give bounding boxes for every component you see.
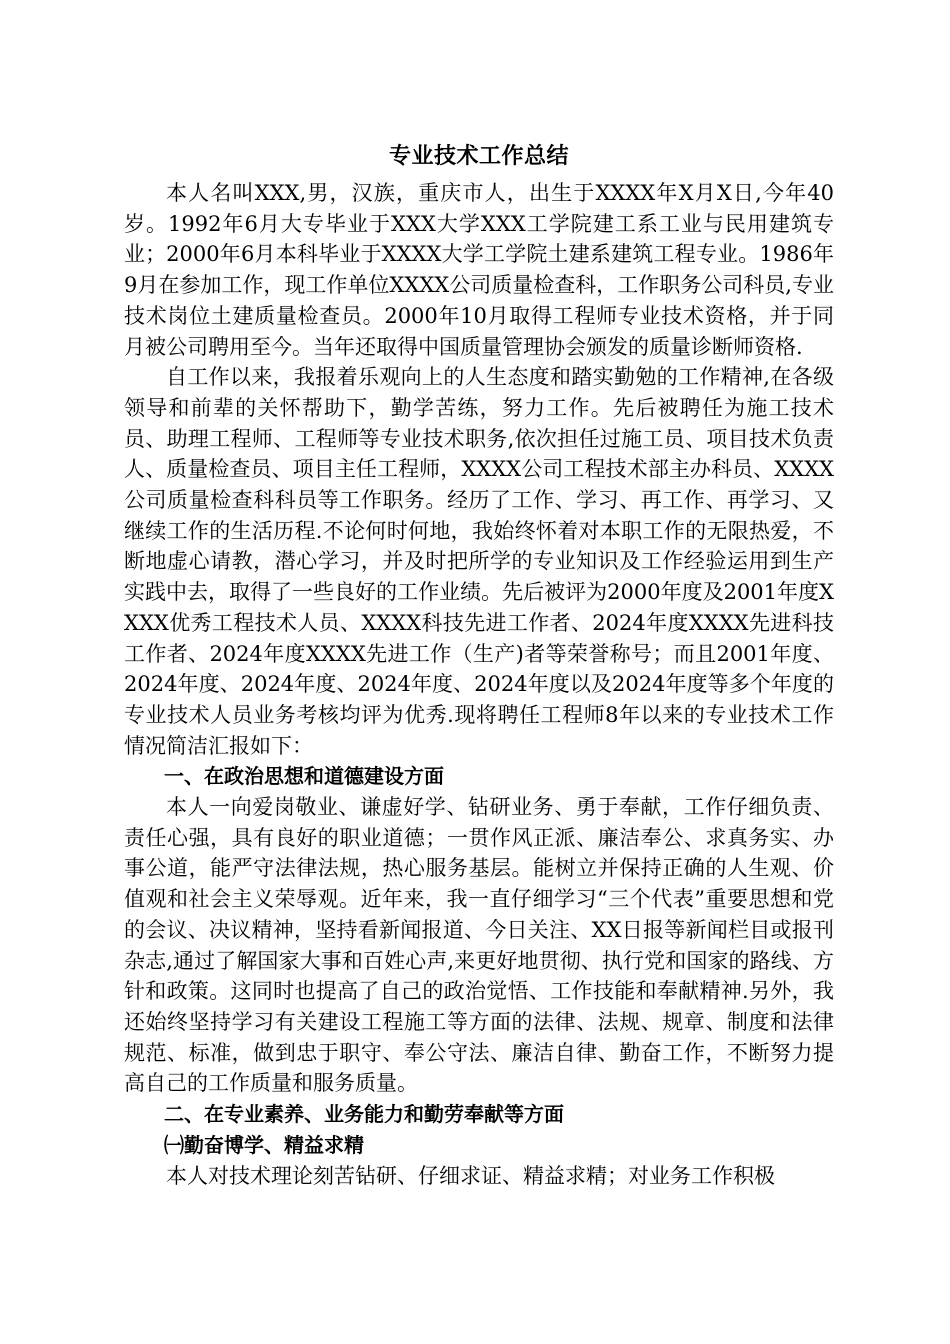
paragraph-personal-info: 本人名叫XXX,男，汉族，重庆市人，出生于XXXX年X月X日,今年40岁。1992年6月大专毕业于XXX大学XXX工学院建工系工业与民用建筑专业；2000年6月本科毕业于XXXX大学工学院土建系建筑工程专业。1986年9月在参加工作，现工作单位XXXX公司质量检查科，工作职务公司科员,专业技术岗位土建质量检查员。2000年10月取得工程师专业技术资格，并于同月被公司聘用至今。当年还取得中国质量管理协会颁发的质量诊断师资格. bbox=[124, 181, 834, 359]
document-title: 专业技术工作总结 bbox=[388, 144, 569, 169]
paragraph-work-history: 自工作以来，我报着乐观向上的人生态度和踏实勤勉的工作精神,在各级领导和前辈的关怀帮助下，勤学苦练，努力工作。先后被聘任为施工技术员、助理工程师、工程师等专业技术职务,依次担任过施工员、项目技术负责人、质量检查员、项目主任工程师，XXXX公司工程技术部主办科员、XXXX公司质量检查科科员等工作职务。经历了工作、学习、再工作、再学习、又继续工作的生活历程.不论何时何地，我始终怀着对本职工作的无限热爱，不断地虚心请教，潜心学习，并及时把所学的专业知识及工作经验运用到生产实践中去，取得了一些良好的工作业绩。先后被评为2000年度及2001年度XXXX优秀工程技术人员、XXXX科技先进工作者、2024年度XXXX先进科技工作者、2024年度XXXX先进工作（生产)者等荣誉称号；而且2001年度、2024年度、2024年度、2024年度、2024年度以及2024年度等多个年度的专业技术人员业务考核均评为优秀.现将聘任工程师8年以来的专业技术工作情况简洁汇报如下： bbox=[124, 365, 834, 758]
section-heading-political-ethics: 一、在政治思想和道德建设方面 bbox=[164, 764, 444, 789]
paragraph-diligent-study: 本人对技术理论刻苦钻研、仔细求证、精益求精；对业务工作积极 bbox=[166, 1163, 775, 1188]
section-heading-professional-ability: 二、在专业素养、业务能力和勤劳奉献等方面 bbox=[164, 1102, 564, 1127]
subsection-heading-diligent-study: ㈠勤奋博学、精益求精 bbox=[164, 1132, 364, 1157]
paragraph-political-ethics: 本人一向爱岗敬业、谦虚好学、钻研业务、勇于奉献，工作仔细负责、责任心强，具有良好的职业道德；一贯作风正派、廉洁奉公、求真务实、办事公道，能严守法律法规，热心服务基层。能树立并保持正确的人生观、价值观和社会主义荣辱观。近年来，我一直仔细学习“三个代表”重要思想和党的会议、决议精神，坚持看新闻报道、今日关注、XX日报等新闻栏目或报刊杂志,通过了解国家大事和百姓心声,来更好地贯彻、执行党和国家的路线、方针和政策。这同时也提高了自己的政治觉悟、工作技能和奉献精神.另外，我还始终坚持学习有关建设工程施工等方面的法律、法规、规章、制度和法律规范、标准，做到忠于职守、奉公守法、廉洁自律、勤奋工作，不断努力提高自己的工作质量和服务质量。 bbox=[124, 795, 834, 1096]
document-page bbox=[124, 140, 834, 1191]
